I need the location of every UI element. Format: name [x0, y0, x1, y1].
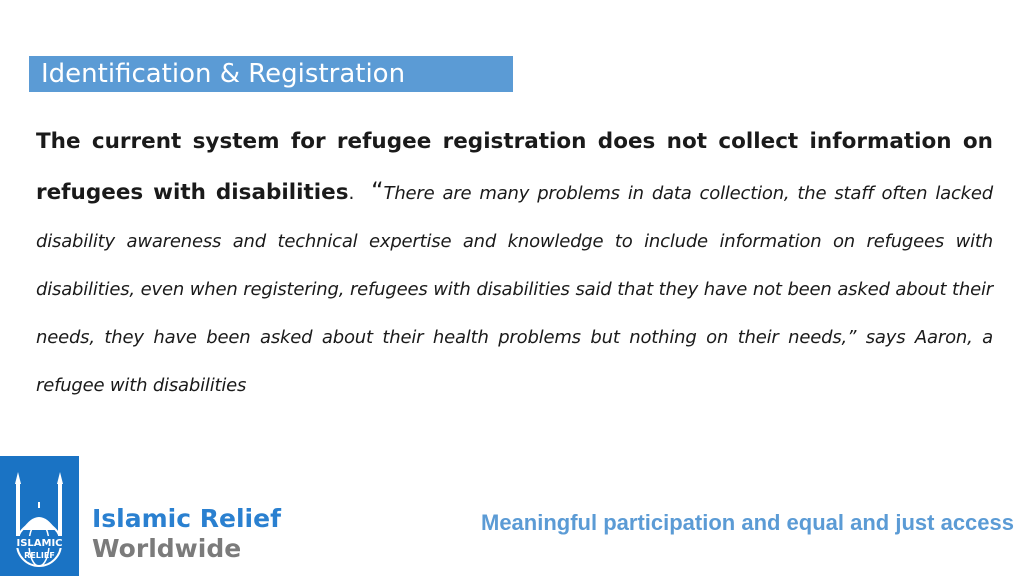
body-quote: There are many problems in data collection, the staff often lacked disability awareness and technical expertise and knowledge to include information on refugees with disabilities, even when registering, refugees with disabilities said that they have not been asked about their needs, they have been asked about their health problems but nothing on their needs,” says Aaron, a refugee with disabilities — [36, 183, 994, 396]
mosque-globe-icon — [0, 456, 79, 576]
open-quote-mark: “ — [371, 177, 384, 205]
logo-emblem — [0, 456, 79, 576]
title-bar — [29, 56, 513, 92]
brand-name — [92, 504, 281, 564]
body-paragraph — [36, 118, 993, 410]
body-lead: The current system for refugee registration does not collect information on refugees with disabilities — [36, 129, 993, 205]
slide-title: Identification & Registration — [41, 59, 406, 89]
brand-line-2: Worldwide — [92, 534, 242, 563]
emblem-text-2: RELIEF — [24, 551, 55, 560]
emblem-text-1: ISLAMIC — [16, 538, 63, 549]
footer-tagline: Meaningful participation and equal and just access — [481, 510, 1014, 535]
brand-line-1: Islamic Relief — [92, 504, 281, 533]
body-lead-end: . — [348, 183, 355, 204]
